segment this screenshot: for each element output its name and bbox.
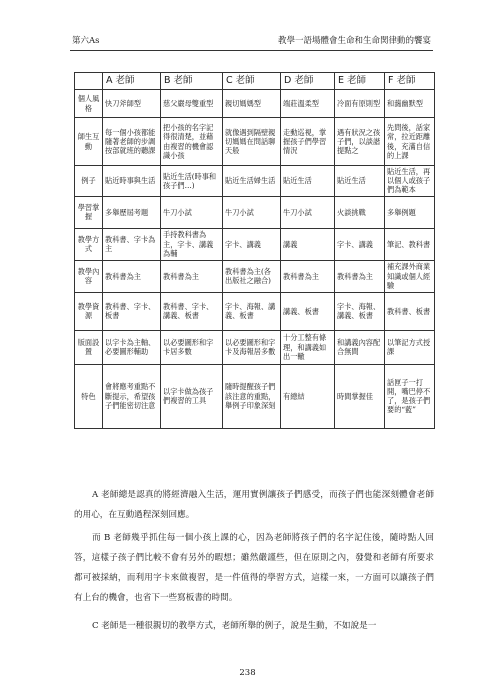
column-header: A 老師: [103, 73, 161, 90]
row-label: 教學內容: [75, 260, 103, 292]
table-cell: 字卡、海報、講義、板書: [223, 292, 281, 330]
paragraph: A 老師總是認真的將經濟融入生活，運用實例讓孩子們感受，而孩子們也能深刻體會老師的用心，在互動過程深刻回應。: [74, 490, 434, 520]
table-cell: 教科書為主: [103, 260, 161, 292]
table-cell: 就像遇到隔壁親切媽媽在問話聊天般: [223, 118, 281, 166]
table-cell: 教科書、字卡、講義、板書: [161, 292, 223, 330]
column-header: F 老師: [385, 73, 435, 90]
table-cell: 牛刀小試: [281, 196, 335, 228]
table-cell: 話匣子一打開，嘴巴停不了，是孩子們要的“藍”: [385, 364, 435, 428]
table-cell: 教科書為主: [335, 260, 385, 292]
table-cell: 講義: [281, 228, 335, 260]
row-label: 教學資源: [75, 292, 103, 330]
table-cell: 貼近時事與生活: [103, 166, 161, 197]
table-cell: 手持教科書為主，字卡、講義為輔: [161, 228, 223, 260]
table-cell: 冷面有原則型: [335, 90, 385, 118]
table-row: [75, 260, 435, 292]
table-cell: 以必要圖形和字卡居多數: [161, 330, 223, 364]
table-row: [75, 292, 435, 330]
table-cell: 補充課外商業知識或個人經驗: [385, 260, 435, 292]
table-cell: 先問後，話家常，拉近距離後，充滿自信的上課: [385, 118, 435, 166]
table-cell: 教科書、字卡、板書: [103, 292, 161, 330]
table-cell: 多舉歷屆考題: [103, 196, 161, 228]
table-cell: 以必要圖形和字卡及海報居多數: [223, 330, 281, 364]
table-cell: 有總結: [281, 364, 335, 428]
table-cell: 以字卡為主軸、必要圖形輔助: [103, 330, 161, 364]
table-row: [75, 330, 435, 364]
table-cell: 遇有狀況之孩子們，以談諧提點之: [335, 118, 385, 166]
table-cell: 把小孩的名字記得很清楚，並藉由複習的機會認識小孩: [161, 118, 223, 166]
table-cell: 時間掌握佳: [335, 364, 385, 428]
running-header: [72, 34, 431, 48]
table-cell: 走動巡視，掌握孩子們學習情況: [281, 118, 335, 166]
table-cell: 牛刀小試: [161, 196, 223, 228]
table-cell: 字卡、講義: [223, 228, 281, 260]
table-cell: 和藹幽默型: [385, 90, 435, 118]
row-label: 師生互動: [75, 118, 103, 166]
table-cell: 以筆記方式授課: [385, 330, 435, 364]
table-cell: 貼近生活，再以個人或孩子們為範本: [385, 166, 435, 197]
table-cell: 貼近生活婦生活: [223, 166, 281, 197]
column-header: B 老師: [161, 73, 223, 90]
table-cell: 教科書、字卡為主: [103, 228, 161, 260]
table-cell: 每一個小孩都能隨著老師的步調按部就班的聽課: [103, 118, 161, 166]
column-header: C 老師: [223, 73, 281, 90]
table-cell: 教科書為主: [161, 260, 223, 292]
table-cell: 字卡、海報、講義、板書: [335, 292, 385, 330]
row-label: 版面設置: [75, 330, 103, 364]
table-row: [75, 90, 435, 118]
table-cell: 教科書為主(各出版社之融合): [223, 260, 281, 292]
table-cell: 快刀斧師型: [103, 90, 161, 118]
table-header-row: [75, 73, 435, 90]
teacher-comparison-table: [74, 72, 435, 429]
table-cell: 多舉例題: [385, 196, 435, 228]
table-row: [75, 364, 435, 428]
table-cell: 會將應考重點不斷提示，希望孩子們能密切注意: [103, 364, 161, 428]
table-cell: 字卡、講義: [335, 228, 385, 260]
table-cell: 貼近生活(時事和孩子們…): [161, 166, 223, 197]
row-label: 例子: [75, 166, 103, 197]
table-cell: 十分工整有條理，和講義如出一轍: [281, 330, 335, 364]
table-cell: 教科書為主: [281, 260, 335, 292]
column-header: D 老師: [281, 73, 335, 90]
table-row: [75, 196, 435, 228]
column-header: [75, 73, 103, 90]
header-title: 教學一語場體會生命和生命関律動的饗宴: [277, 36, 431, 46]
paragraph: 而 B 老師幾乎抓住每一個小孩上課的心，因為老師將孩子們的名字記住後，隨時點人回答，這樣子孩子們比較不會有另外的暇想；雖然嚴謹些，但在原則之內，發覺和老師有所要求都可被採納，而利用字卡來做複習，是一件值得的學習方式，這樣一來，一方面可以讓孩子們有上台的機會，也省下一些寫板書的時間。: [74, 533, 434, 603]
chapter-label: 第六As: [72, 36, 100, 46]
table-cell: 教科書、板書: [385, 292, 435, 330]
table-cell: 以字卡做為孩子們複習的工具: [161, 364, 223, 428]
table-cell: 慈父嚴母雙重型: [161, 90, 223, 118]
table-cell: 牛刀小試: [223, 196, 281, 228]
table-cell: 貼近生活: [281, 166, 335, 197]
row-label: 個人風格: [75, 90, 103, 118]
table-cell: 火談挑戰: [335, 196, 385, 228]
page-number: 238: [239, 668, 256, 678]
row-label: 教學方式: [75, 228, 103, 260]
table-cell: 和講義內容配合無間: [335, 330, 385, 364]
row-label: 學習掌握: [75, 196, 103, 228]
table-cell: 講義、板書: [281, 292, 335, 330]
header-rule: [70, 50, 433, 51]
paragraph: C 老師是一種很親切的教學方式，老師所舉的例子，說是生動，不如說是一: [92, 621, 377, 631]
table-cell: 端莊溫柔型: [281, 90, 335, 118]
table-cell: 貼近生活: [335, 166, 385, 197]
table-row: [75, 166, 435, 197]
table-cell: 親切媽媽型: [223, 90, 281, 118]
table-cell: 筆記、教科書: [385, 228, 435, 260]
row-label: 特色: [75, 364, 103, 428]
table-row: [75, 118, 435, 166]
table-cell: 隨時提醒孩子們該注意的重點，舉例子印象深刻: [223, 364, 281, 428]
column-header: E 老師: [335, 73, 385, 90]
table-row: [75, 228, 435, 260]
